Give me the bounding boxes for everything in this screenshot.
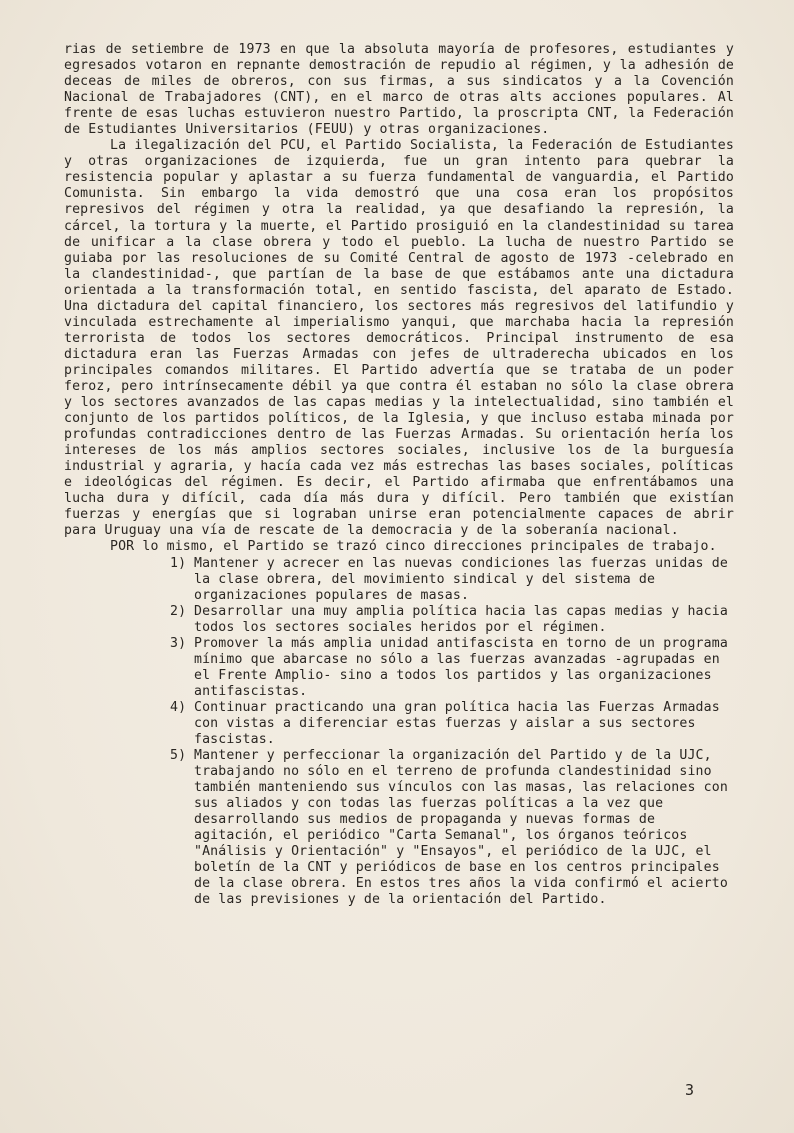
list-item [170, 604, 734, 636]
paragraph-2: La ilegalización del PCU, el Partido Socialista, la Federación de Estudiantes y otras organizaciones de izquierda, fue un gran intento para quebrar la resistencia popular y aplastar a su fuerza fundamental de vanguardia, el Partido Comunista. Sin embargo la vida demostró que una cosa eran los propósitos represivos del régimen y otra la realidad, ya que desafiando la represión, la cárcel, la tortura y la muerte, el Partido prosiguió en la clandestinidad su tarea de unificar a la clase obrera y todo el pueblo. La lucha de nuestro Partido se guiaba por las resoluciones de su Comité Central de agosto de 1973 -celebrado en la clandestinidad-, que partían de la base de que estábamos ante una dictadura orientada a la transformación total, en sentido fascista, del aparato de Estado. Una dictadura del capital financiero, los sectores más regresivos del latifundio y vinculada estrechamente al imperialismo yanqui, que marchaba hacia la represión terrorista de todos los sectores democráticos. Principal instrumento de esa dictadura eran las Fuerzas Armadas con jefes de ultraderecha ubicados en los principales comandos militares. El Partido advertía que se trataba de un poder feroz, pero intrínsecamente débil ya que contra él estaban no sólo la clase obrera y los sectores avanzados de las capas medias y la intelectualidad, sino también el conjunto de los partidos políticos, de la Iglesia, y que incluso estaba minada por profundas contradicciones dentro de las Fuerzas Armadas. Su orientación hería los intereses de los más amplios sectores sociales, inclusive los de la burguesía industrial y agraria, y hacía cada vez más estrechas las bases sociales, políticas e ideológicas del régimen. Es decir, el Partido afirmaba que enfrentábamos una lucha dura y difícil, cada día más dura y difícil. Pero también que existían fuerzas y energías que si lograban unirse eran potencialmente capaces de abrir para Uruguay una vía de rescate de la democracia y de la soberanía nacional. [64, 138, 734, 539]
list-item-number: 2) [170, 603, 187, 619]
list-item-number: 1) [170, 555, 187, 571]
list-item [170, 748, 734, 908]
list-item-number: 5) [170, 748, 187, 764]
list-item-text: Promover la más amplia unidad antifascista en torno de un programa mínimo que abarcase no sólo a las fuerzas avanzadas -agrupadas en el Frente Amplio- sino a todos los partidos y las organizaciones antifascistas. [194, 635, 728, 699]
body-text [64, 42, 734, 909]
list-item-number: 3) [170, 635, 187, 651]
list-item-number: 4) [170, 699, 187, 715]
list-item [170, 556, 734, 604]
list-item-text: Mantener y acrecer en las nuevas condiciones las fuerzas unidas de la clase obrera, del movimiento sindical y del sistema de organizaciones populares de masas. [194, 555, 728, 603]
list-item [170, 700, 734, 748]
paragraph-1: rias de setiembre de 1973 en que la absoluta mayoría de profesores, estudiantes y egresados votaron en repnante demostración de repudio al régimen, y la adhesión de deceas de miles de obreros, con sus firmas, a sus sindicatos y a la Covención Nacional de Trabajadores (CNT), en el marco de otras alts acciones populares. Al frente de esas luchas estuvieron nuestro Partido, la proscripta CNT, la Federación de Estudiantes Universitarios (FEUU) y otras organizaciones. [64, 42, 734, 138]
paragraph-3: POR lo mismo, el Partido se trazó cinco direcciones principales de trabajo. [110, 539, 717, 555]
list-item-text: Desarrollar una muy amplia política hacia las capas medias y hacia todos los sectores sociales heridos por el régimen. [194, 603, 728, 635]
list-item-text: Continuar practicando una gran política hacia las Fuerzas Armadas con vistas a diferenciar estas fuerzas y aislar a sus sectores fascistas. [194, 699, 720, 748]
page-number: 3 [684, 1081, 694, 1099]
list-item-text: Mantener y perfeccionar la organización del Partido y de la UJC, trabajando no sólo en el terreno de profunda clandestinidad sino también manteniendo sus vínculos con las masas, las relaciones con sus aliados y con todas las fuerzas políticas a la vez que desarrollando sus medios de propaganda y nuevas formas de agitación, el periódico "Carta Semanal", los órganos teóricos "Análisis y Orientación" y "Ensayos", el periódico de la UJC, el boletín de la CNT y periódicos de base en los centros principales de la clase obrera. En estos tres años la vida confirmó el acierto de las previsiones y de la orientación del Partido. [194, 748, 728, 908]
directions-list [170, 556, 734, 909]
list-item [170, 636, 734, 700]
